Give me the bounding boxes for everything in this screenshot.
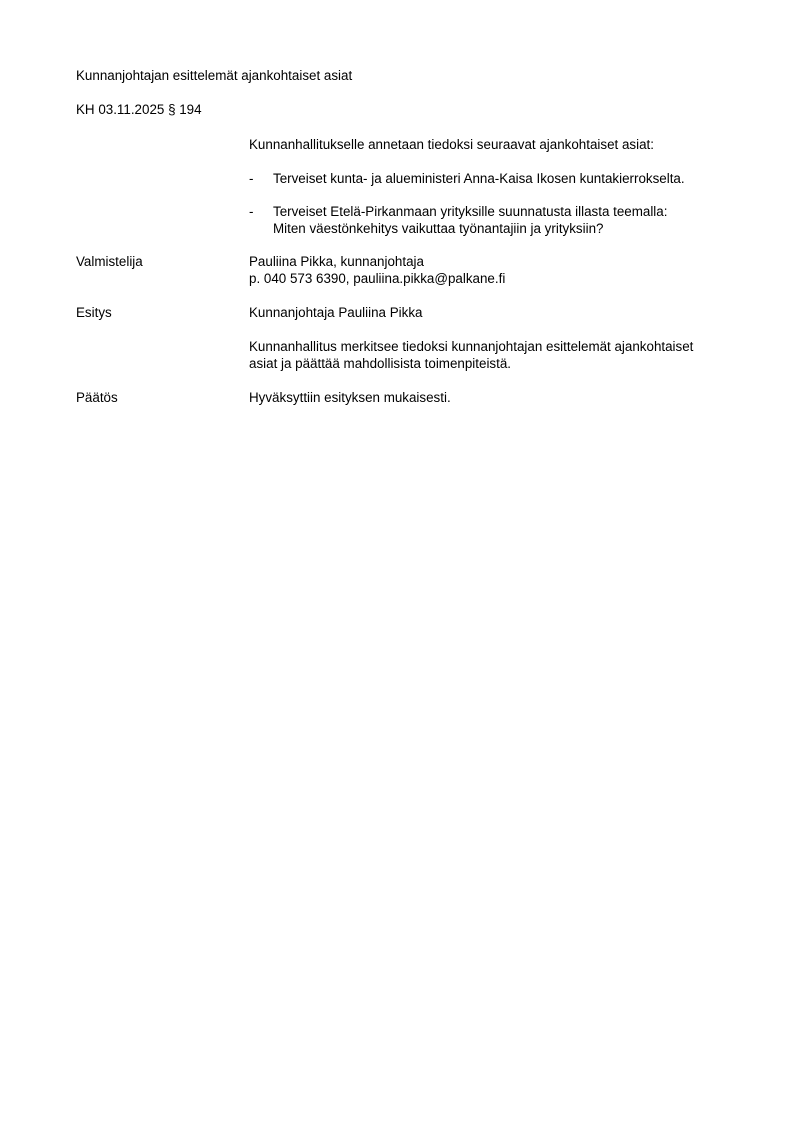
proposal-line: Kunnanhallitus merkitsee tiedoksi kunnanjohtajan esittelemät ajankohtaiset bbox=[249, 339, 694, 354]
document-title: Kunnanjohtajan esittelemät ajankohtaiset asiat bbox=[76, 68, 353, 83]
bullet-line: Terveiset kunta- ja alueministeri Anna-Kaisa Ikosen kuntakierrokselta. bbox=[273, 171, 685, 186]
proposal-line: asiat ja päättää mahdollisista toimenpiteistä. bbox=[249, 356, 512, 371]
preparer-contact: p. 040 573 6390, pauliina.pikka@palkane.fi bbox=[249, 271, 506, 286]
decision-label: Päätös bbox=[76, 390, 118, 405]
preparer-name: Pauliina Pikka, kunnanjohtaja bbox=[249, 254, 424, 269]
decision-text: Hyväksyttiin esityksen mukaisesti. bbox=[249, 390, 451, 405]
proposal-text bbox=[249, 338, 749, 372]
bullet-line: Terveiset Etelä-Pirkanmaan yrityksille suunnatusta illasta teemalla: bbox=[273, 204, 668, 219]
bullet-dash: - bbox=[249, 171, 254, 186]
preparer-label: Valmistelija bbox=[76, 254, 143, 269]
intro-text: Kunnanhallitukselle annetaan tiedoksi seuraavat ajankohtaiset asiat: bbox=[249, 137, 654, 152]
meeting-reference: KH 03.11.2025 § 194 bbox=[76, 102, 202, 117]
proposal-label: Esitys bbox=[76, 305, 112, 320]
bullet-line: Miten väestönkehitys vaikuttaa työnantajiin ja yrityksiin? bbox=[273, 221, 604, 236]
bullet-text bbox=[273, 170, 749, 187]
bullet-dash: - bbox=[249, 204, 254, 219]
preparer-details bbox=[249, 253, 749, 287]
proposer-name: Kunnanjohtaja Pauliina Pikka bbox=[249, 305, 423, 320]
bullet-text bbox=[273, 203, 749, 237]
